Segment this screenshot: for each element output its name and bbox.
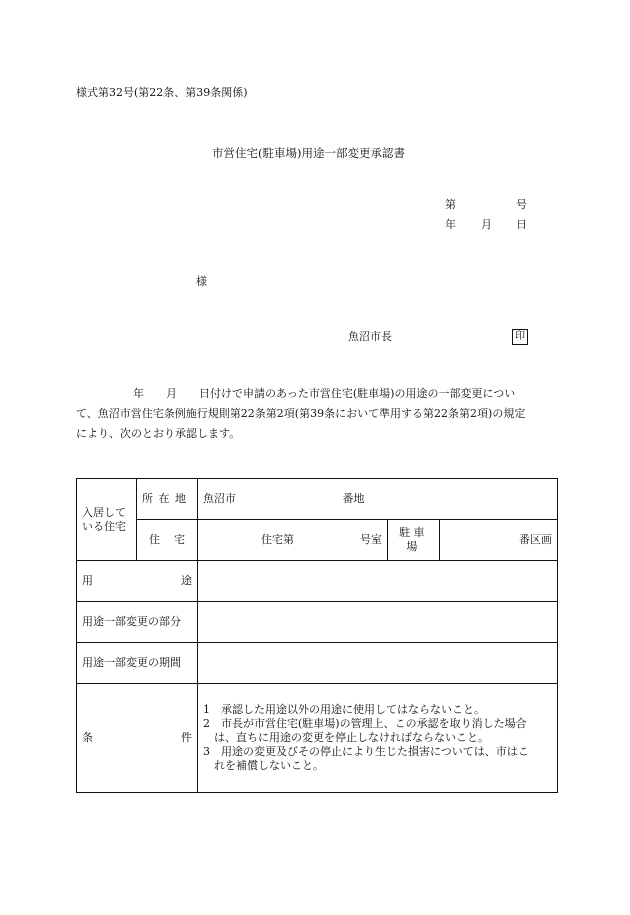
table-row [77,602,558,643]
date-year: 年 [445,218,456,231]
condition-line: れを補償しないこと。 [203,759,324,772]
conditions-label [82,731,192,745]
condition-line: は、直ちに用途の変更を停止しなければならないこと。 [203,731,489,744]
doc-number-suffix: 号 [516,198,527,211]
house-number-row [203,533,382,547]
issuer-name: 魚沼市長 [348,330,392,343]
date-day: 日 [516,218,527,231]
table-row [77,561,558,602]
house-number-cell [198,520,388,561]
usage-value-cell [198,561,558,602]
change-period-label-cell [77,643,198,684]
location-banchi: 番地 [342,492,365,505]
parking-number-cell [440,520,558,561]
parking-label-cell [388,520,440,561]
date-month: 月 [481,218,492,231]
house-label-char: 住 [149,533,160,546]
parking-label: 駐車場 [399,526,428,553]
change-period-value-cell [198,643,558,684]
location-label: 所在地 [142,492,192,505]
body-line: て、魚沼市営住宅条例施行規則第22条第2項(第39条において準用する第22条第2項)の規定 [76,407,526,420]
usage-label-char: 途 [181,574,192,587]
doc-number-prefix: 第 [445,198,456,211]
conditions-label-cell [77,684,198,793]
change-period-label: 用途一部変更の期間 [82,656,181,669]
parking-number-suffix: 番区画 [519,533,553,546]
approval-body-text [76,384,556,444]
change-part-label: 用途一部変更の部分 [82,615,181,628]
condition-line: 3 用途の変更及びその停止により生じた損害については、市はこ [203,745,529,758]
house-number-prefix: 住宅第 [261,533,294,546]
residence-label-line: 入居して [82,505,126,519]
document-title: 市営住宅(駐車場)用途一部変更承認書 [212,146,405,160]
body-line: により、次のとおり承認します。 [76,427,241,440]
location-label-cell [137,479,198,520]
usage-label-char: 用 [82,574,93,587]
approval-details-table [76,478,558,793]
house-number-suffix: 号室 [360,533,382,546]
form-number: 様式第32号(第22条、第39条関係) [76,86,248,99]
location-city: 魚沼市 [203,492,236,505]
table-row [77,684,558,793]
location-value-cell [198,479,558,520]
conditions-label-char: 条 [82,731,93,744]
condition-line: 1 承認した用途以外の用途に使用してはならないこと。 [203,703,485,716]
conditions-list-cell [198,684,558,793]
table-row [77,520,558,561]
house-label-cell [137,520,198,561]
table-row [77,643,558,684]
addressee-honorific: 様 [196,275,207,288]
conditions-label-char: 件 [181,731,192,744]
seal-stamp: 印 [512,329,528,345]
house-label [149,533,185,547]
residence-label-cell [77,479,137,561]
condition-line: 2 市長が市営住宅(駐車場)の管理上、この承認を取り消した場合 [203,717,527,730]
change-part-value-cell [198,602,558,643]
house-label-char: 宅 [174,533,185,546]
usage-label [82,574,192,588]
residence-label-line: いる住宅 [82,519,126,533]
usage-label-cell [77,561,198,602]
change-part-label-cell [77,602,198,643]
body-line: 年 月 日付けで申請のあった市営住宅(駐車場)の用途の一部変更につい [133,387,516,400]
table-row [77,479,558,520]
